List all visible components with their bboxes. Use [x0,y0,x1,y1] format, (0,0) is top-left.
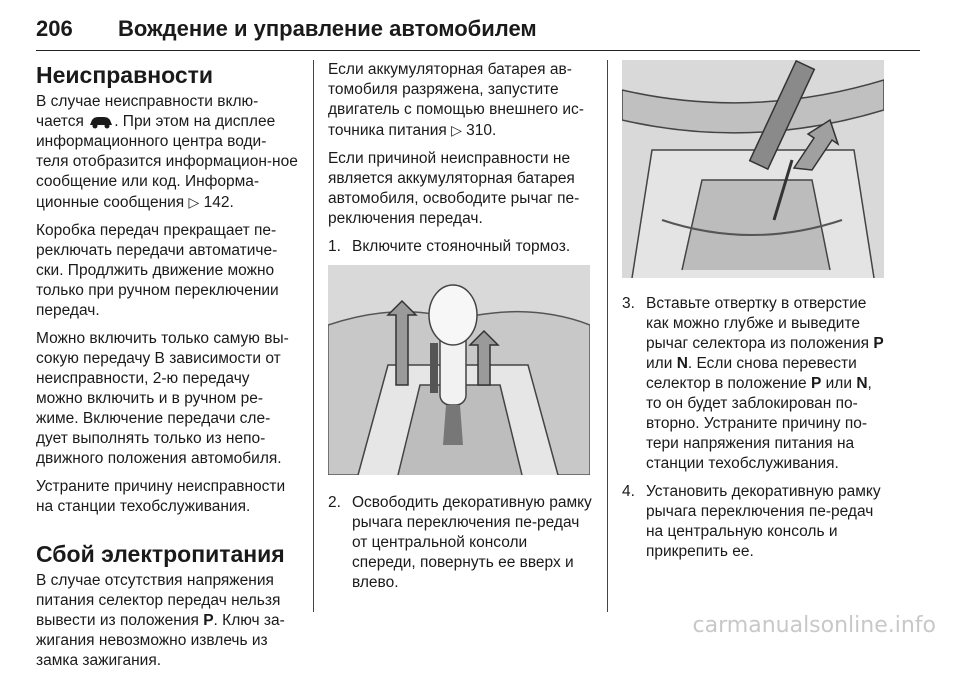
list-item-step-1: 1. Включите стояночный тормоз. [328,238,571,255]
list-item-step-4: 4. Установить декоративную рамку рычага переключения пе-редач на центральную консоль и прикрепить ее. [622,483,881,560]
paragraph-highest-gear: Можно включить только самую вы-сокую передачу В зависимости от неисправности, 2-ю передачу можно включить и в ручном ре-жиме. Включение передачи сле-дует выполнять только из непо-движного положения автомобиля. [36,330,289,467]
section-heading-faults: Неисправности [36,62,214,88]
section-heading-power-failure: Сбой электропитания [36,541,285,567]
figure-screwdriver-illustration [622,60,884,278]
page-number: 206 [36,16,73,41]
column-divider-right [607,60,608,612]
left-column [36,60,298,679]
car-warning-icon [88,115,114,129]
page-title: Вождение и управление автомобилем [118,16,537,41]
figure-gear-lever-illustration [328,265,590,475]
paragraph-power-failure: В случае отсутствия напряжения питания селектор передач нельзя вывести из положения P. Ключ за-жигания невозможно извлечь из замка зажигания. [36,572,285,669]
right-column [622,60,884,570]
middle-column [328,60,594,601]
paragraph-manual-shifting: Коробка передач прекращает пе-реключать передачи автоматиче-ски. Продлжить движение можно только при ручном переключении передач. [36,222,279,319]
page-header [36,10,920,50]
header-divider [36,50,920,51]
paragraph-fault-indicator: В случае неисправности вклю-чается . При этом на дисплее информационного центра води-теля отобразится информацион-ное сообщение или код. Информа-ционные сообщения ▷ 142. [36,93,298,211]
screwdriver-drawing [622,60,884,278]
list-item-step-3: 3. Вставьте отвертку в отверстие как можно глубже и выведите рычаг селектора из положения P или N. Если снова перевести селектор в положение P или N, то он будет заблокирован по-вторно. Устраните причину по-тери напряжения питания на станции техобслуживания. [622,295,884,472]
page-reference-arrow-icon[interactable]: ▷ [451,122,462,138]
paragraph-release-lever: Если причиной неисправности не является аккумуляторная батарея автомобиля, освободите рычаг пе-реключения передач. [328,150,580,227]
paragraph-jump-start: Если аккумуляторная батарея ав-томобиля разряжена, запустите двигатель с помощью внешнего ис-точника питания ▷ 310. [328,61,584,139]
watermark: carmanualsonline.info [692,613,936,638]
gear-lever-drawing [328,265,590,475]
paragraph-service-station: Устраните причину неисправности на станции техобслуживания. [36,478,286,515]
list-item-step-2: 2. Освободить декоративную рамку рычага переключения пе-редач от центральной консоли спереди, повернуть ее вверх и влево. [328,494,592,591]
column-divider-left [313,60,314,612]
page-reference-arrow-icon[interactable]: ▷ [188,194,200,210]
